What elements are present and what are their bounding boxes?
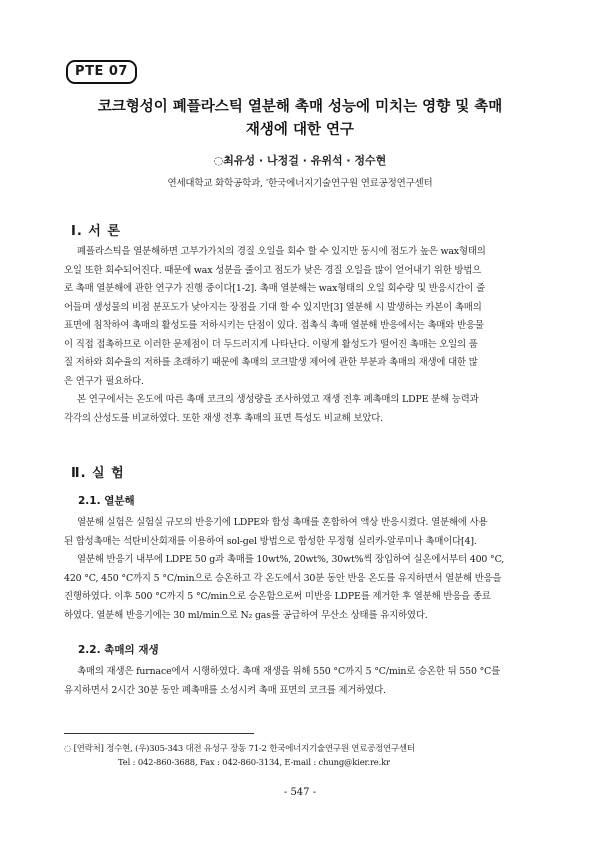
footnote-contact-line1: ◌ [연락처] 정수현, (우)305-343 대전 유성구 장동 71-2 한국에너지기술연구원 연료공정연구센터 xyxy=(64,743,415,753)
text-line: 은 연구가 필요하다. xyxy=(64,375,144,387)
text-line: 로 촉매 열분해에 관한 연구가 진행 중이다[1-2]. 촉매 열분해는 wax형태의 오일 회수량 및 반응시간이 줄 xyxy=(64,283,486,294)
text-line: 각각의 산성도를 비교하였다. 또한 재생 전후 촉매의 표면 특성도 비교해 보았다. xyxy=(64,412,383,424)
footnote-divider xyxy=(64,733,254,734)
text-line: 질 저하와 회수율의 저하를 초래하기 때문에 촉매의 코크발생 제어에 관한 부분과 촉매의 재생에 대한 많 xyxy=(64,357,478,368)
paper-title-line1: 코크형성이 폐플라스틱 열분해 촉매 성능에 미치는 영향 및 촉매 xyxy=(97,99,503,115)
affiliation: 연세대학교 화학공학과, ˈ한국에너지기술연구원 연료공정연구센터 xyxy=(167,178,433,189)
author-list: ◌최유성 · 나정걸 · 유위석 · 정수현 xyxy=(213,154,387,167)
text-line: 된 합성촉매는 석탄비산회재를 이용하여 sol-gel 방법으로 합성한 무정형 실리카-알루미나 촉매이다[4]. xyxy=(64,535,477,547)
text-line: 어들며 생성물의 비점 분포도가 낮아지는 장점을 기대 할 수 있지만[3] 열분해 시 발생하는 카본이 촉매의 xyxy=(64,301,482,313)
subsection-heading-regeneration: 2.2. 촉매의 재생 xyxy=(78,644,159,656)
text-line: 촉매의 재생은 furnace에서 시행하였다. 촉매 재생을 위해 550 °C까지 5 °C/min로 승온한 뒤 550 °C를 xyxy=(77,666,501,677)
text-line: 폐플라스틱을 열분해하면 고부가가치의 경질 오일을 회수 할 수 있지만 동시에 점도가 높은 wax형태의 xyxy=(77,246,486,257)
text-line: 표면에 침착하여 촉매의 활성도를 저하시키는 단점이 있다. 접촉식 촉매 열분해 반응에서는 촉매와 반응물 xyxy=(64,320,484,331)
text-line: 420 °C, 450 °C까지 5 °C/min으로 승온하고 각 온도에서 30분 동안 반응 온도를 유지하면서 열분해 반응을 xyxy=(64,572,502,584)
text-line: 열분해 실험은 실험실 규모의 반응기에 LDPE와 합성 촉매를 혼합하여 액상 반응시켰다. 열분해에 사용 xyxy=(77,517,488,528)
pyrolysis-paragraph-1 xyxy=(64,514,530,551)
text-line: 열분해 반응기 내부에 LDPE 50 g과 촉매를 10wt%, 20wt%, 30wt%씩 장입하여 실온에서부터 400 °C, xyxy=(77,554,505,565)
section-heading-experiment: Ⅱ. 실 험 xyxy=(71,466,125,481)
text-line: 유지하면서 2시간 30분 동안 폐촉매를 소성시켜 촉매 표면의 코크를 제거하였다. xyxy=(64,684,386,696)
text-line: 이 직접 접촉하므로 이러한 문제점이 더 두드러지게 나타난다. 이렇게 활성도가 떨어진 촉매는 오일의 품 xyxy=(64,338,478,350)
footnote-contact-line2: Tel : 042-860-3688, Fax : 042-860-3134, E-mail : chung@kier.re.kr xyxy=(118,757,390,767)
text-line: 본 연구에서는 온도에 따른 촉매 코크의 생성량을 조사하였고 재생 전후 폐촉매의 LDPE 분해 능력과 xyxy=(77,394,479,405)
regeneration-paragraph xyxy=(64,663,530,700)
subsection-heading-pyrolysis: 2.1. 열분해 xyxy=(78,495,135,507)
paper-id-badge: PTE 07 xyxy=(66,60,137,84)
section-heading-intro: Ⅰ. 서 론 xyxy=(71,224,121,239)
text-line: 진행하였다. 이후 500 °C까지 5 °C/min으로 승온함으로써 미반응 LDPE를 제거한 후 열분해 반응을 종료 xyxy=(64,591,491,602)
paper-title-line2: 재생에 대한 연구 xyxy=(245,122,355,138)
text-line: 오일 또한 회수되어진다. 때문에 wax 성분을 줄이고 점도가 낮은 경질 오일을 많이 얻어내기 위한 방법으 xyxy=(64,264,482,276)
intro-paragraph-2 xyxy=(64,391,530,428)
pyrolysis-paragraph-2 xyxy=(64,551,530,625)
intro-paragraph-1 xyxy=(64,243,530,391)
text-line: 하였다. 열분해 반응기에는 30 ml/min으로 N₂ gas를 공급하여 무산소 상태를 유지하였다. xyxy=(64,609,428,621)
page-number: - 547 - xyxy=(283,787,317,798)
